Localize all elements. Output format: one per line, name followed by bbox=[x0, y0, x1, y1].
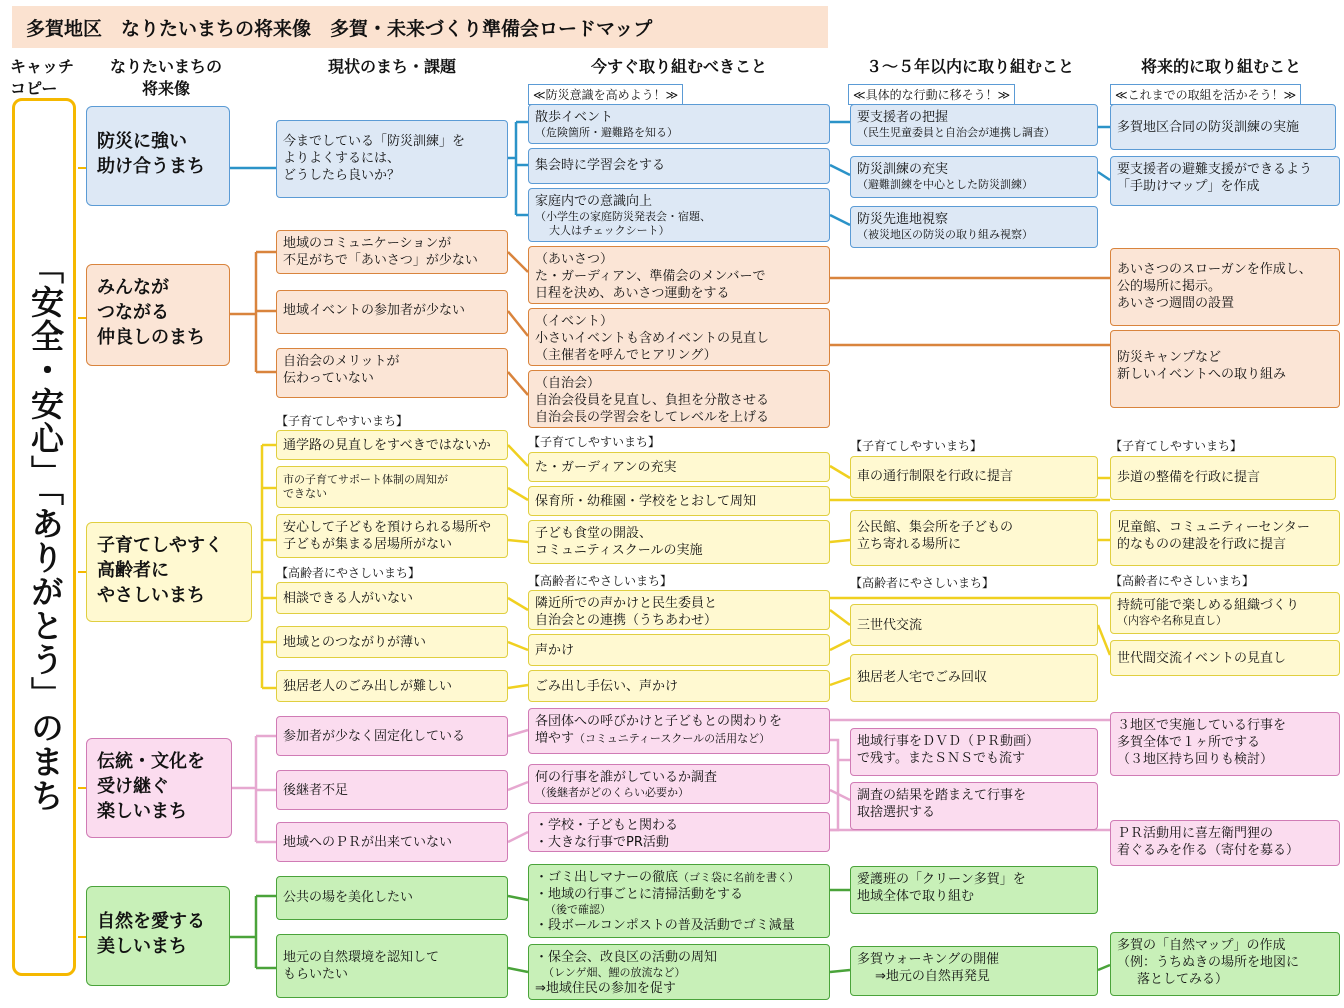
future-children-center: 児童館、コミュニティーセンター 的なものの建設を行政に提言 bbox=[1110, 510, 1340, 566]
header-mid: ３～５年以内に取り組むこと bbox=[865, 57, 1074, 76]
header-now: 今すぐ取り組むべきこと bbox=[590, 57, 767, 76]
tag-elder-issues: 【高齢者にやさしいまち】 bbox=[276, 566, 421, 580]
now-conservation: ・保全会、改良区の活動の周知 （レンゲ畑、鯉の放流など） ⇒地域住民の参加を促す bbox=[528, 944, 830, 1000]
theme-friends: みんなが つながる 仲良しのまち bbox=[86, 264, 230, 366]
now-neighbor-call: 隣近所での声かけと民生委員と 自治会との連携（うちあわせ） bbox=[528, 590, 830, 630]
now-group-call: 各団体への呼びかけと子どもとの関わりを 増やす（コミュニティースクールの活用など） bbox=[528, 708, 830, 754]
banner-mid: ≪具体的な行動に移そう！≫ bbox=[848, 84, 1015, 105]
catch-copy-text: 「安全・安心」「ありがとう」のまち bbox=[26, 251, 65, 813]
page-title: 多賀地区 なりたいまちの将来像 多賀・未来づくり準備会ロードマップ bbox=[12, 6, 828, 48]
now-garbage-manners: ・ゴミ出しマナーの徹底（ゴミ袋に名前を書く） ・地域の行事ごとに清掃活動をする （後で確認） ・段ボールコンポストの普及活動でゴミ減量 bbox=[528, 864, 830, 938]
now-kids-cafeteria: 子ども食堂の開設、 コミュニティスクールの実施 bbox=[528, 520, 830, 564]
issue-greeting: 地域のコミュニケーションが 不足がちで「あいさつ」が少ない bbox=[276, 230, 508, 274]
issue-association-merit: 自治会のメリットが 伝わっていない bbox=[276, 348, 508, 398]
issue-school-route: 通学路の見直しをすべきではないか bbox=[276, 430, 508, 460]
now-event-survey: 何の行事を誰がしているか調査 （後継者がどのくらい必要か） bbox=[528, 764, 830, 804]
now-school-pr: ・学校・子どもと関わる ・大きな行事でPR活動 bbox=[528, 812, 830, 852]
header-catch: キャッチ コピー bbox=[10, 57, 75, 98]
future-joint-drill: 多賀地区合同の防災訓練の実施 bbox=[1110, 104, 1336, 150]
issue-successor: 後継者不足 bbox=[276, 770, 508, 810]
now-walk-event: 散歩イベント （危険箇所・避難路を知る） bbox=[528, 104, 830, 144]
future-greeting-slogan: あいさつのスローガンを作成し、 公的場所に掲示。 あいさつ週間の設置 bbox=[1110, 248, 1340, 326]
header-current: 現状のまち・課題 bbox=[327, 57, 456, 76]
future-merge-events: ３地区で実施している行事を 多賀全体で１ヶ所でする （３地区持ち回りも検討） bbox=[1110, 712, 1340, 776]
now-garbage-help: ごみ出し手伝い、声かけ bbox=[528, 670, 830, 702]
tag-child-future: 【子育てしやすいまち】 bbox=[1110, 439, 1243, 453]
mid-traffic-limit: 車の通行制限を行政に提言 bbox=[850, 456, 1098, 498]
mid-walking-event: 多賀ウォーキングの開催 ⇒地元の自然再発見 bbox=[850, 946, 1098, 996]
future-help-map: 要支援者の避難支援ができるよう 「手助けマップ」を作成 bbox=[1110, 156, 1340, 206]
tag-elder-now: 【高齢者にやさしいまち】 bbox=[528, 574, 673, 588]
issue-no-pr: 地域へのＰＲが出来ていない bbox=[276, 822, 508, 862]
now-association-review: （自治会） 自治会役員を見直し、負担を分散させる 自治会長の学習会をしてレベルを上げる bbox=[528, 370, 830, 428]
mid-garbage-pickup: 独居老人宅でごみ回収 bbox=[850, 654, 1098, 702]
mid-three-generations: 三世代交流 bbox=[850, 604, 1098, 646]
mid-dvd-record: 地域行事をＤＶＤ（ＰＲ動画） で残す。またＳＮＳでも流す bbox=[850, 728, 1098, 776]
issue-event-participants: 地域イベントの参加者が少ない bbox=[276, 290, 508, 334]
now-event-review: （イベント） 小さいイベントも含めイベントの見直し （主催者を呼んでヒアリング） bbox=[528, 308, 830, 366]
issue-beautify: 公共の場を美化したい bbox=[276, 876, 508, 920]
header-vision: なりたいまちの 将来像 bbox=[109, 57, 222, 98]
issue-no-consult: 相談できる人がいない bbox=[276, 582, 508, 614]
theme-tradition: 伝統・文化を 受け継ぐ 楽しいまち bbox=[86, 738, 232, 838]
future-sidewalk: 歩道の整備を行政に提言 bbox=[1110, 456, 1336, 500]
theme-disaster: 防災に強い 助け合うまち bbox=[86, 106, 230, 206]
future-mascot-costume: ＰＲ活動用に喜左衛門狸の 着ぐるみを作る（寄付を募る） bbox=[1110, 820, 1340, 866]
mid-clean-taga: 愛護班の「クリーン多賀」を 地域全体で取り組む bbox=[850, 866, 1098, 914]
issue-fixed-participants: 参加者が少なく固定化している bbox=[276, 716, 508, 756]
issue-weak-ties: 地域とのつながりが薄い bbox=[276, 626, 508, 658]
theme-childcare: 子育てしやすく 高齢者に やさしいまち bbox=[86, 522, 252, 622]
banner-now: ≪防災意識を高めよう！≫ bbox=[528, 84, 683, 105]
now-study-meeting: 集会時に学習会をする bbox=[528, 148, 830, 184]
future-disaster-camp: 防災キャンプなど 新しいイベントへの取り組み bbox=[1110, 330, 1340, 408]
tag-elder-future: 【高齢者にやさしいまち】 bbox=[1110, 574, 1255, 588]
tag-child-issues: 【子育てしやすいまち】 bbox=[276, 414, 409, 428]
catch-copy-box bbox=[12, 98, 76, 976]
now-school-notice: 保育所・幼稚園・学校をとおして周知 bbox=[528, 486, 830, 516]
future-nature-map: 多賀の「自然マップ」の作成 （例：うちぬきの場所を地図に 落としてみる） bbox=[1110, 932, 1340, 996]
theme-nature: 自然を愛する 美しいまち bbox=[86, 886, 230, 986]
mid-drill-enhance: 防災訓練の充実 （避難訓練を中心とした防災訓練） bbox=[850, 156, 1098, 198]
issue-elder-garbage: 独居老人のごみ出しが難しい bbox=[276, 670, 508, 702]
now-home-awareness: 家庭内での意識向上 （小学生の家庭防災発表会・宿題、 大人はチェックシート） bbox=[528, 188, 830, 242]
mid-event-selection: 調査の結果を踏まえて行事を 取捨選択する bbox=[850, 782, 1098, 830]
now-guardian: た・ガーディアンの充実 bbox=[528, 452, 830, 482]
tag-elder-mid: 【高齢者にやさしいまち】 bbox=[850, 576, 995, 590]
tag-child-now: 【子育てしやすいまち】 bbox=[528, 435, 661, 449]
header-future: 将来的に取り組むこと bbox=[1140, 57, 1301, 76]
now-greeting-campaign: （あいさつ） た・ガーディアン、準備会のメンバーで 日程を決め、あいさつ運動をする bbox=[528, 246, 830, 304]
mid-site-visit: 防災先進地視察 （被災地区の防災の取り組み視察） bbox=[850, 206, 1098, 248]
future-sustainable-org: 持続可能で楽しめる組織づくり （内容や名称見直し） bbox=[1110, 592, 1340, 634]
issue-child-place: 安心して子どもを預けられる場所や 子どもが集まる居場所がない bbox=[276, 514, 508, 558]
mid-community-hall: 公民館、集会所を子どもの 立ち寄れる場所に bbox=[850, 510, 1098, 566]
now-greeting: 声かけ bbox=[528, 634, 830, 666]
tag-child-mid: 【子育てしやすいまち】 bbox=[850, 439, 983, 453]
banner-future: ≪これまでの取組を活かそう！≫ bbox=[1110, 84, 1301, 105]
issue-disaster: 今までしている「防災訓練」を よりよくするには、 どうしたら良いか？ bbox=[276, 120, 508, 198]
issue-nature-awareness: 地元の自然環境を認知して もらいたい bbox=[276, 934, 508, 998]
mid-support-needs: 要支援者の把握 （民生児童委員と自治会が連携し調査） bbox=[850, 104, 1098, 146]
issue-support-awareness: 市の子育てサポート体制の周知が できない bbox=[276, 466, 508, 508]
future-intergeneration: 世代間交流イベントの見直し bbox=[1110, 640, 1340, 676]
